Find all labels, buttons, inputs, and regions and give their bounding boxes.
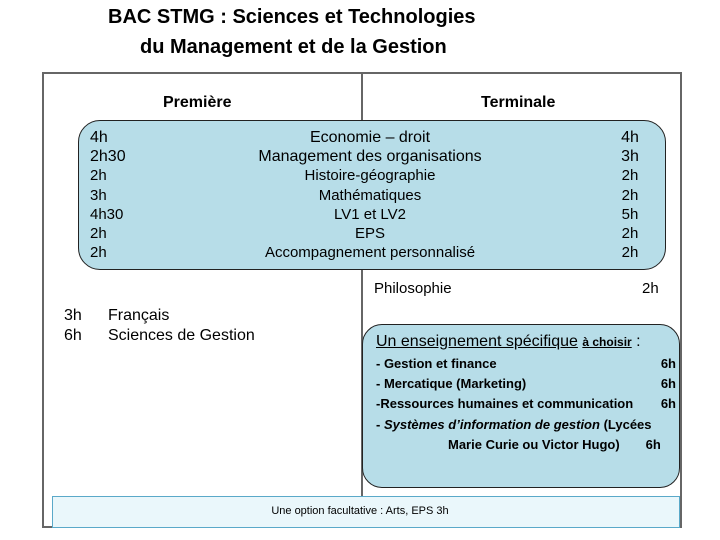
subject-item: Management des organisations	[258, 148, 482, 166]
subject-item: EPS	[354, 224, 385, 242]
specialty-title-colon: :	[631, 333, 641, 350]
subject-item: Accompagnement personnalisé	[264, 244, 476, 262]
subject-item: LV1 et LV2	[334, 205, 406, 223]
hours-cell: 3h	[90, 186, 107, 204]
subject-item: Economie – droit	[309, 129, 431, 146]
specialty-hours: 6h	[660, 396, 676, 412]
hours-cell: 3h	[64, 307, 82, 324]
subject-item: Histoire-géographie	[304, 167, 436, 185]
hours-cell: 4h30	[90, 205, 124, 223]
hours-cell: 3h	[621, 148, 639, 166]
philosophie-hours: 2h	[642, 280, 659, 297]
title-rest: : Sciences et Technologies	[214, 6, 476, 28]
specialty-label: -Ressources humaines et communication	[376, 396, 634, 412]
premiere-only-hours	[64, 306, 82, 346]
hours-cell: 4h	[621, 129, 639, 146]
header-terminale: Terminale	[481, 94, 556, 111]
specialty-title-main: Un enseignement spécifique	[376, 333, 578, 350]
specialty-prefix: -	[376, 416, 384, 432]
terminale-common-hours	[600, 128, 660, 262]
hours-cell: 6h	[64, 327, 82, 344]
header-premiere: Première	[163, 94, 232, 111]
specialty-label-line2: Marie Curie ou Victor Hugo)	[448, 436, 620, 452]
hours-cell: 2h	[90, 167, 107, 185]
hours-cell: 2h	[621, 244, 639, 262]
specialty-item	[376, 354, 676, 374]
hours-cell: 2h	[621, 167, 639, 185]
specialty-label-italic: Systèmes d’information de gestion	[383, 416, 600, 432]
hours-cell: 2h	[621, 224, 639, 242]
hours-cell: 4h	[90, 129, 108, 146]
specialty-title	[376, 333, 641, 351]
hours-cell: 5h	[621, 205, 639, 223]
page-subtitle: du Management et de la Gestion	[140, 36, 447, 58]
subject-item: Français	[108, 307, 170, 324]
specialty-title-choice: à choisir	[582, 335, 632, 349]
hours-cell: 2h	[90, 224, 107, 242]
subject-item: Sciences de Gestion	[108, 327, 255, 344]
hours-cell: 2h30	[90, 148, 126, 166]
specialty-item	[376, 394, 676, 414]
specialty-hours: 6h	[660, 376, 676, 392]
specialty-item-continued	[376, 435, 676, 455]
specialty-hours: 6h	[660, 356, 676, 371]
hours-cell: 2h	[621, 186, 639, 204]
page-title	[108, 6, 476, 29]
specialty-list	[376, 354, 676, 455]
specialty-item	[376, 415, 676, 435]
specialty-label-rest: (Lycées	[599, 416, 652, 432]
option-text: Une option facultative : Arts, EPS 3h	[271, 505, 449, 517]
premiere-common-hours	[90, 128, 126, 262]
philosophie-label: Philosophie	[374, 280, 452, 297]
hours-cell: 2h	[90, 244, 107, 262]
subject-item: Mathématiques	[318, 186, 422, 204]
specialty-hours: 6h	[645, 436, 661, 452]
common-subject-list	[200, 128, 540, 262]
specialty-label: - Mercatique (Marketing)	[376, 376, 527, 392]
premiere-only-subjects	[108, 306, 255, 346]
specialty-item	[376, 374, 676, 394]
specialty-label: - Gestion et finance	[376, 356, 497, 371]
title-main: BAC STMG	[108, 6, 215, 28]
